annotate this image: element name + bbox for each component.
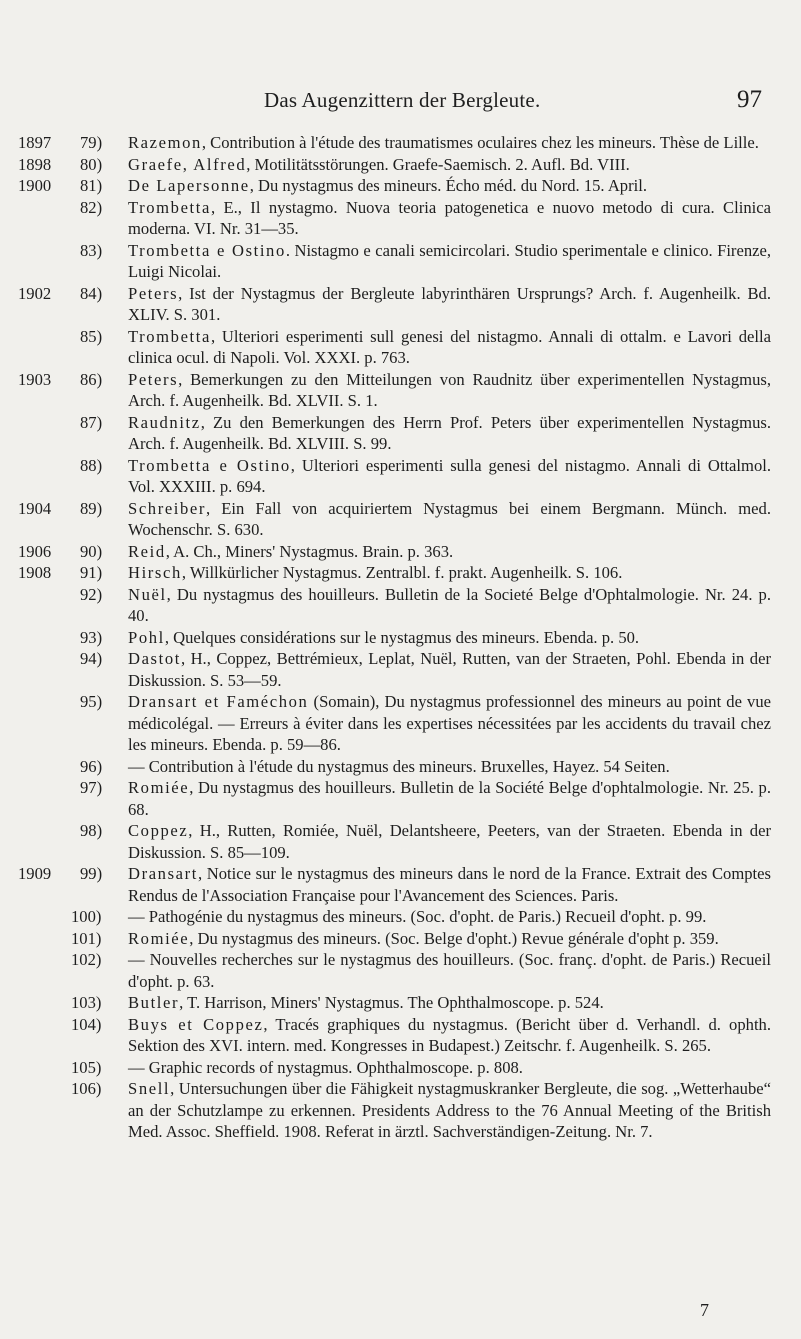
entry-year: 1904: [18, 498, 52, 518]
entry-author: Graefe, Alfred: [128, 154, 247, 174]
entry-text: , Tracés graphiques du nystagmus. (Bericht über d. Verhandl. d. ophth. Sektion des XVI. intern. med. Kongresses in Budapest.) Zeitschr. f. Augenheilk. S. 265.: [128, 1014, 771, 1055]
bibliography-entry: [0, 154, 801, 176]
entry-text: , A. Ch., Miners' Nystagmus. Brain. p. 363.: [165, 541, 454, 561]
entry-author: Razemon: [128, 133, 202, 152]
bibliography-entry: [0, 928, 801, 950]
entry-text: , H., Rutten, Romiée, Nuël, Delantsheere, Peeters, van der Straeten. Ebenda in der Diskussion. S. 85—109.: [128, 821, 771, 862]
entry-number: 82): [80, 197, 103, 217]
entry-text: , Willkürlicher Nystagmus. Zentralbl. f. prakt. Augenheilk. S. 106.: [181, 563, 623, 582]
entry-author: Trombetta e Ostino: [128, 455, 291, 475]
entry-text: — Graphic records of nystagmus. Ophthalmoscope. p. 808.: [128, 1057, 523, 1077]
entry-author: Pohl: [128, 627, 165, 647]
entry-number: 103): [71, 993, 102, 1012]
entry-author: Dastot: [128, 649, 181, 668]
entry-text: , Untersuchungen über die Fähigkeit nystagmuskranker Bergleute, die sog. „Wetterhaube“ an der Schutzlampe zu erkennen. Presidents Address to the 76 Annual Meeting of the British Med. Assoc. Sheffield. 1908. Referat in ärztl. Sachverständigen-Zeitung. Nr. 7.: [128, 1079, 771, 1141]
entry-number: 104): [71, 1014, 102, 1034]
entry-author: Snell: [128, 1079, 171, 1098]
entry-year: 1897: [18, 133, 52, 152]
entry-year: 1900: [18, 176, 52, 195]
entry-text: — Contribution à l'étude du nystagmus des mineurs. Bruxelles, Hayez. 54 Seiten.: [128, 756, 670, 776]
entry-number: 79): [80, 133, 103, 152]
bibliography-entry: [0, 1078, 801, 1143]
entry-number: 83): [80, 240, 103, 260]
entry-text: , Contribution à l'étude des traumatismes oculaires chez les mineurs. Thèse de Lille.: [201, 133, 759, 152]
entry-text: , Ist der Nystagmus der Bergleute labyrinthären Ursprungs? Arch. f. Augenheilk. Bd. XLIV. S. 301.: [128, 283, 771, 324]
bibliography-entry: [0, 992, 801, 1014]
bibliography-entry: [0, 584, 801, 627]
entry-year: 1906: [18, 541, 52, 561]
entry-text: , Zu den Bemerkungen des Herrn Prof. Peters über experimentellen Nystagmus. Arch. f. Augenheilk. Bd. XLVIII. S. 99.: [128, 412, 771, 453]
entry-text: , Quelques considérations sur le nystagmus des mineurs. Ebenda. p. 50.: [164, 627, 640, 647]
entry-number: 90): [80, 541, 103, 561]
entry-author: Trombetta: [128, 197, 211, 217]
page-number: 97: [737, 86, 762, 113]
entry-author: Peters: [128, 283, 179, 303]
entry-text: , Du nystagmus des mineurs. (Soc. Belge d'opht.) Revue générale d'opht p. 359.: [189, 928, 719, 948]
entry-number: 105): [71, 1057, 102, 1077]
entry-number: 84): [80, 283, 103, 303]
entry-text: . Nistagmo e canali semicircolari. Studio sperimentale e clinico. Firenze, Luigi Nicolai.: [128, 240, 771, 281]
bibliography-entry: [0, 691, 801, 756]
entry-author: Dransart et Faméchon: [128, 692, 309, 711]
entry-number: 91): [80, 563, 103, 582]
bibliography-entry: [0, 369, 801, 412]
bibliography-entry: [0, 455, 801, 498]
entry-number: 81): [80, 176, 103, 195]
entry-number: 100): [71, 907, 102, 926]
entry-number: 97): [80, 778, 103, 797]
entry-year: 1909: [18, 864, 52, 883]
entry-text: , T. Harrison, Miners' Nystagmus. The Ophthalmoscope. p. 524.: [179, 993, 604, 1012]
bibliography-entry: [0, 949, 801, 992]
bibliography-entry: [0, 498, 801, 541]
entry-author: Trombetta: [128, 326, 211, 346]
entry-number: 85): [80, 326, 103, 346]
bibliography-entry: [0, 412, 801, 455]
bibliography-entry: [0, 756, 801, 778]
entry-text: , Du nystagmus des houilleurs. Bulletin de la Societé Belge d'Ophtalmologie. Nr. 24. p. 40.: [128, 584, 771, 625]
bibliography-entry: [0, 627, 801, 649]
entry-number: 96): [80, 756, 103, 776]
bibliography-entry: [0, 906, 801, 928]
bibliography-entry: [0, 132, 801, 154]
bibliography-entry: [0, 863, 801, 906]
entry-number: 86): [80, 369, 103, 389]
entry-year: 1898: [18, 154, 52, 174]
entry-number: 87): [80, 412, 103, 432]
entry-year: 1903: [18, 369, 52, 389]
entry-author: Butler: [128, 993, 180, 1012]
entry-text: , Motilitätsstörungen. Graefe-Saemisch. 2. Aufl. Bd. VIII.: [246, 154, 630, 174]
entry-author: Reid: [128, 541, 166, 561]
bibliography-entry: [0, 326, 801, 369]
page-header: [0, 88, 801, 118]
entry-year: 1902: [18, 283, 52, 303]
entry-number: 92): [80, 584, 103, 604]
entry-author: Nuël: [128, 584, 167, 604]
entry-text: , Ulteriori esperimenti sull genesi del nistagmo. Annali di ottalm. e Lavori della clinica ocul. di Napoli. Vol. XXXI. p. 763.: [128, 326, 771, 367]
bibliography-entry: [0, 541, 801, 563]
entry-author: De Lapersonne: [128, 176, 250, 195]
entry-text: , Bemerkungen zu den Mitteilungen von Raudnitz über experimentellen Nystagmus, Arch. f. Augenheilk. Bd. XLVII. S. 1.: [128, 369, 771, 410]
entry-number: 98): [80, 821, 103, 840]
entry-text: — Nouvelles recherches sur le nystagmus des houilleurs. (Soc. franç. d'opht. de Paris.) Recueil d'opht. p. 63.: [128, 950, 771, 991]
entry-text: , Du nystagmus des mineurs. Écho méd. du Nord. 15. April.: [249, 176, 647, 195]
entry-text: — Pathogénie du nystagmus des mineurs. (Soc. d'opht. de Paris.) Recueil d'opht. p. 99.: [128, 907, 707, 926]
printer-signature: 7: [700, 1300, 709, 1320]
entry-author: Peters: [128, 369, 179, 389]
entry-number: 80): [80, 154, 103, 174]
bibliography-entry: [0, 240, 801, 283]
entry-number: 106): [71, 1079, 102, 1098]
entry-year: 1908: [18, 563, 52, 582]
entry-author: Romiée: [128, 778, 190, 797]
entry-text: , E., Il nystagmo. Nuova teoria patogenetica e nuovo metodo di cura. Clinica moderna. VI. Nr. 31—35.: [128, 197, 771, 238]
entry-number: 99): [80, 864, 103, 883]
entry-text: (Somain), Du nystagmus professionnel des mineurs au point de vue médicolégal. — Erreurs à éviter dans les expertises nécessitées par les accidents du travail chez les mineurs. Ebenda. p. 59—86.: [128, 692, 771, 754]
bibliography-entry: [0, 175, 801, 197]
running-title: Das Augenzittern der Bergleute.: [264, 88, 541, 112]
bibliography-entry: [0, 777, 801, 820]
bibliography-entry: [0, 197, 801, 240]
entry-author: Hirsch: [128, 563, 182, 582]
bibliography-entry: [0, 1014, 801, 1057]
entry-text: , H., Coppez, Bettrémieux, Leplat, Nuël, Rutten, van der Straeten, Pohl. Ebenda in der Diskussion. S. 53—59.: [128, 649, 771, 690]
bibliography-entry: [0, 648, 801, 691]
bibliography-list: [0, 132, 801, 1143]
entry-author: Trombetta e Ostino: [128, 240, 286, 260]
entry-author: Schreiber: [128, 498, 206, 518]
entry-text: , Ein Fall von acquiriertem Nystagmus bei einem Bergmann. Münch. med. Wochenschr. S. 630.: [128, 498, 771, 539]
bibliography-entry: [0, 562, 801, 584]
entry-number: 95): [80, 692, 103, 711]
entry-number: 89): [80, 498, 103, 518]
entry-text: , Du nystagmus des houilleurs. Bulletin de la Société Belge d'ophtalmologie. Nr. 25. p. 68.: [128, 778, 771, 819]
bibliography-entry: [0, 1057, 801, 1079]
entry-author: Romiée: [128, 928, 190, 948]
entry-author: Raudnitz: [128, 412, 201, 432]
entry-author: Buys et Coppez: [128, 1014, 264, 1034]
entry-number: 94): [80, 649, 103, 668]
bibliography-entry: [0, 820, 801, 863]
entry-author: Coppez: [128, 821, 189, 840]
entry-number: 88): [80, 455, 103, 475]
entry-number: 101): [71, 928, 102, 948]
entry-text: , Notice sur le nystagmus des mineurs dans le nord de la France. Extrait des Comptes Rendus de l'Association Française pour l'Avancement des Sciences. Paris.: [128, 864, 771, 905]
entry-number: 93): [80, 627, 103, 647]
entry-author: Dransart: [128, 864, 198, 883]
bibliography-entry: [0, 283, 801, 326]
entry-number: 102): [71, 950, 102, 969]
entry-text: , Ulteriori esperimenti sulla genesi del nistagmo. Annali di Ottalmol. Vol. XXXIII. p. 694.: [128, 455, 771, 496]
